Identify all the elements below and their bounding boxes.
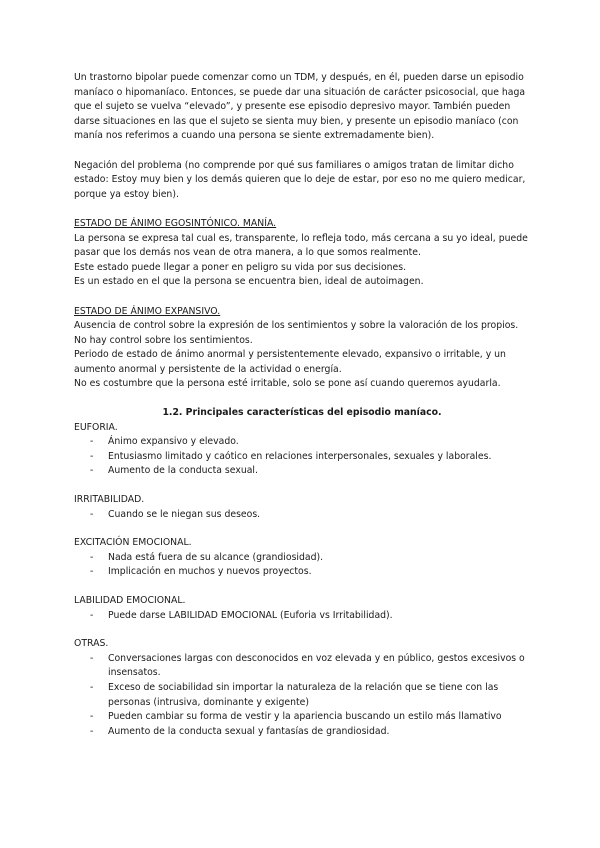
- egosyntonic-section: [74, 217, 530, 290]
- egosyntonic-heading: ESTADO DE ÁNIMO EGOSINTÓNICO. MANÍA.: [74, 217, 277, 229]
- group-title: OTRAS.: [74, 638, 109, 650]
- group-title: IRRITABILIDAD.: [74, 494, 145, 506]
- list-item: - Exceso de sociabilidad sin importar la naturaleza de la relación que se tiene con las personas (intrusiva, dominante y exigente): [74, 681, 530, 710]
- expansive-section: [74, 305, 530, 393]
- list-item: - Aumento de la conducta sexual y fantasías de grandiosidad.: [74, 725, 530, 740]
- intro-paragraph: Un trastorno bipolar puede comenzar como un TDM, y después, en él, pueden darse un episodio maníaco o hipomaníaco. Entonces, se puede dar una situación de carácter psicosocial, que haga que el sujeto se vuelva “elevado”, y presente ese episodio depresivo mayor. También pueden darse situaciones en las que el sujeto se sienta muy bien, y presente un episodio maníaco (con manía nos referimos a cuando una persona se siente extremadamente bien).: [74, 72, 526, 142]
- group-irritabilidad: [74, 493, 530, 522]
- group-title: LABILIDAD EMOCIONAL.: [74, 595, 186, 606]
- list-item: - Conversaciones largas con desconocidos en voz elevada y en público, gestos excesivos o insensatos.: [74, 652, 530, 681]
- egosyntonic-line: La persona se expresa tal cual es, transparente, lo refleja todo, más cercana a su yo ideal, puede pasar que los demás nos vean de otra manera, a lo que somos realmente.: [74, 232, 528, 259]
- list-item: - Pueden cambiar su forma de vestir y la apariencia buscando un estilo más llamativo: [74, 710, 530, 725]
- list-item: - Nada está fuera de su alcance (grandiosidad).: [74, 551, 530, 566]
- list-item: - Entusiasmo limitado y caótico en relaciones interpersonales, sexuales y laborales.: [74, 450, 530, 465]
- list-item: - Ánimo expansivo y elevado.: [74, 435, 530, 450]
- denial-paragraph: Negación del problema (no comprende por qué sus familiares o amigos tratan de limitar dicho estado: Estoy muy bien y los demás quieren que lo deje de estar, por eso no me quiero medicar, porque ya estoy bien).: [74, 159, 526, 200]
- group-labilidad: [74, 594, 530, 623]
- group-excitacion: [74, 536, 530, 580]
- expansive-heading: ESTADO DE ÁNIMO EXPANSIVO.: [74, 305, 221, 317]
- group-otras: [74, 637, 530, 739]
- expansive-line: Ausencia de control sobre la expresión de los sentimientos y sobre la valoración de los propios. No hay control sobre los sentimientos.: [74, 320, 519, 346]
- list-item: - Implicación en muchos y nuevos proyectos.: [74, 565, 530, 580]
- list-item: - Cuando se le niegan sus deseos.: [74, 508, 530, 523]
- list-item: - Puede darse LABILIDAD EMOCIONAL (Euforia vs Irritabilidad).: [74, 609, 530, 624]
- expansive-line: No es costumbre que la persona esté irritable, solo se pone así cuando queremos ayudarla.: [74, 378, 501, 390]
- group-title: EUFORIA.: [74, 421, 118, 433]
- section-title: 1.2. Principales características del episodio maníaco.: [162, 407, 442, 419]
- egosyntonic-line: Este estado puede llegar a poner en peligro su vida por sus decisiones.: [74, 261, 407, 273]
- expansive-line: Periodo de estado de ánimo anormal y persistentemente elevado, expansivo o irritable, y un aumento anormal y persistente de la actividad o energía.: [74, 349, 506, 375]
- list-item: - Aumento de la conducta sexual.: [74, 464, 530, 479]
- group-euforia: [74, 421, 530, 479]
- egosyntonic-line: Es un estado en el que la persona se encuentra bien, ideal de autoimagen.: [74, 276, 424, 288]
- group-title: EXCITACIÓN EMOCIONAL.: [74, 537, 192, 549]
